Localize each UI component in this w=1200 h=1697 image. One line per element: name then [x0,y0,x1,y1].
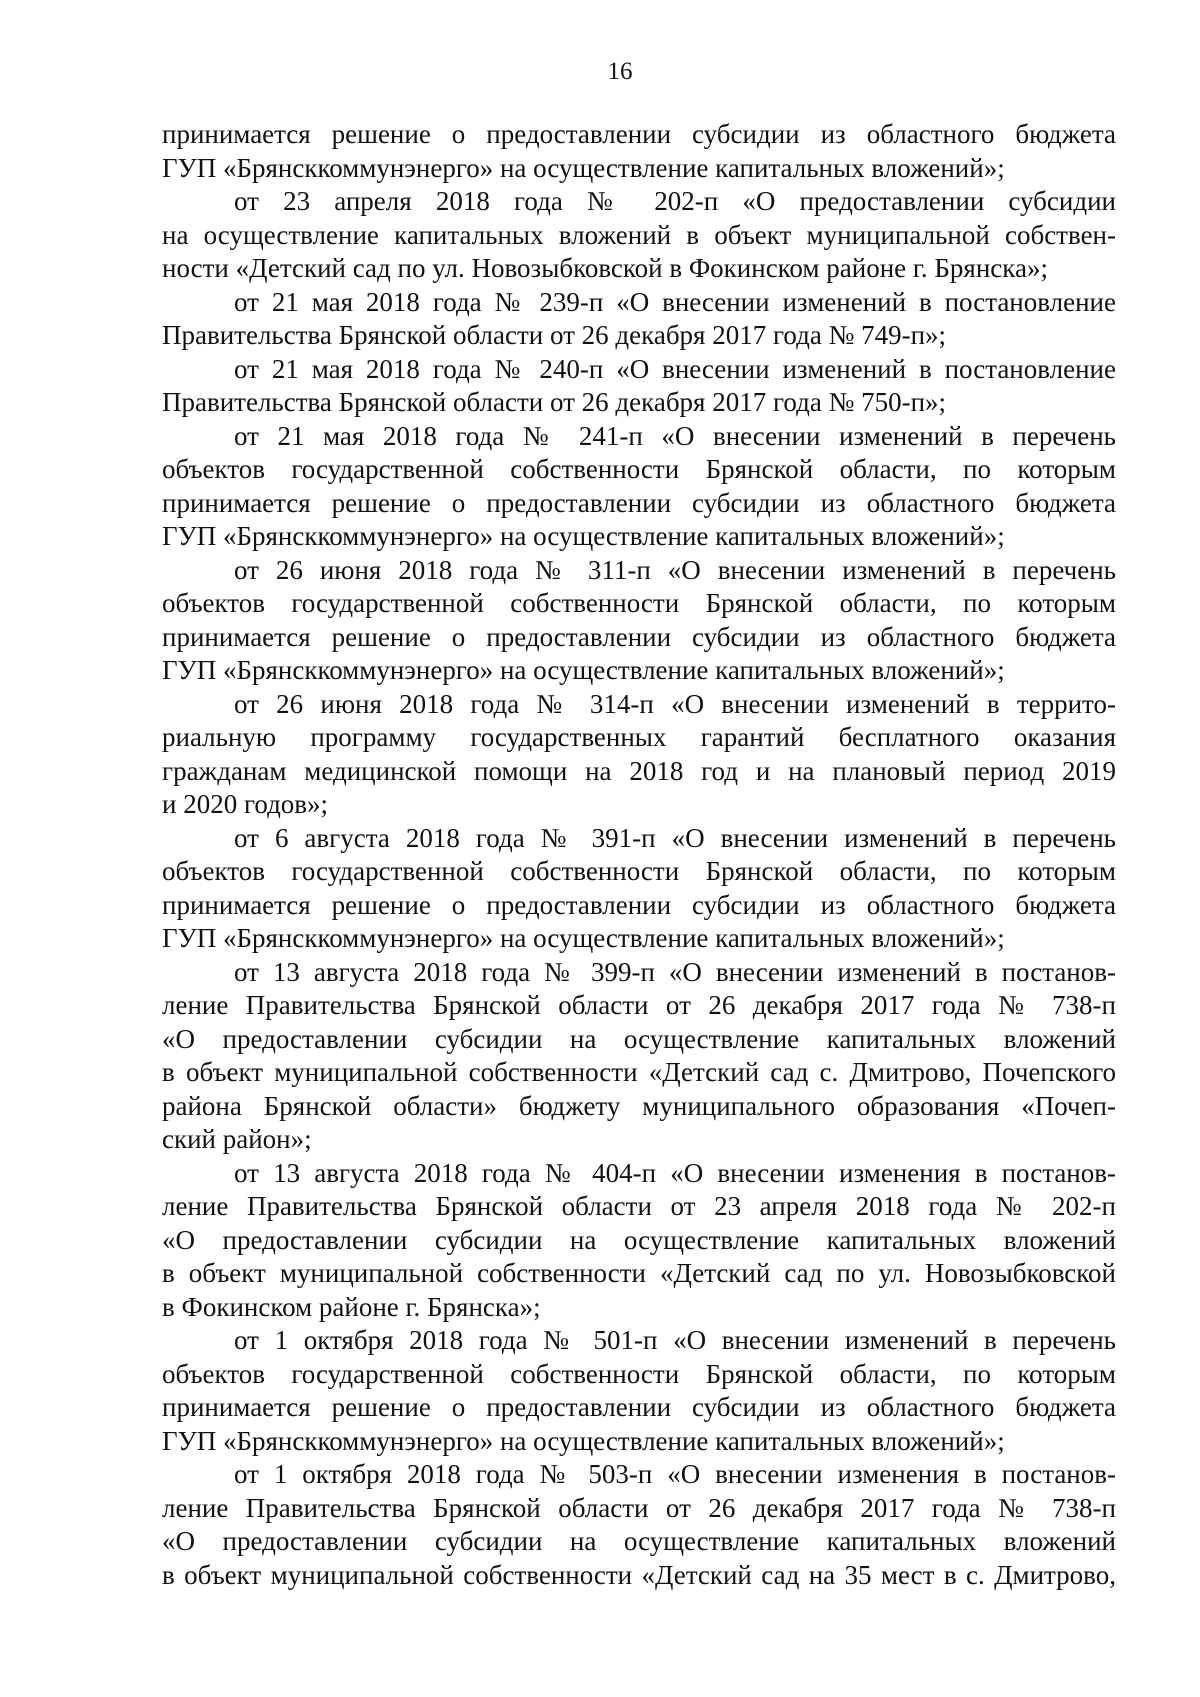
paragraph-1 [162,185,1116,286]
paragraph-0 [162,118,1116,185]
paragraph-9 [162,1157,1116,1325]
text-line: объектов государственной собственности Брянской области, по которым [162,588,1116,618]
paragraph-6 [162,688,1116,822]
text-line: «О предоставлении субсидии на осуществление капитальных вложений [162,1023,1116,1054]
text-line: ГУП «Брянсккоммунэнерго» на осуществление капитальных вложений»; [162,1425,1005,1456]
text-line: гражданам медицинской помощи на 2018 год и на плановый период 2019 [162,755,1116,786]
document-body [162,118,1116,1592]
text-line: ление Правительства Брянской области от 26 декабря 2017 года № 738-п [162,990,1116,1020]
text-line: принимается решение о предоставлении субсидии из областного бюджета [162,487,1116,518]
text-line: от 21 мая 2018 года № 239-п «О внесении изменений в постановление [234,286,1116,317]
text-line: от 26 июня 2018 года № 314-п «О внесении изменений в террито- [234,688,1116,719]
paragraph-10 [162,1324,1116,1458]
text-line: принимается решение о предоставлении субсидии из областного бюджета [162,621,1116,652]
text-line: от 1 октября 2018 года № 501-п «О внесении изменений в перечень [234,1325,1116,1355]
text-line: объектов государственной собственности Брянской области, по которым [162,454,1116,484]
text-line: от 26 июня 2018 года № 311-п «О внесении изменений в перечень [234,554,1116,585]
text-line: от 13 августа 2018 года № 404-п «О внесении изменения в постанов- [234,1157,1116,1188]
paragraph-3 [162,353,1116,420]
text-line: ности «Детский сад по ул. Новозыбковской в Фокинском районе г. Брянска»; [162,253,1048,283]
text-line: Правительства Брянской области от 26 декабря 2017 года № 750-п»; [162,387,947,417]
text-line: от 1 октября 2018 года № 503-п «О внесении изменения в постанов- [234,1459,1116,1489]
text-line: «О предоставлении субсидии на осуществление капитальных вложений [162,1526,1116,1556]
text-line: ГУП «Брянсккоммунэнерго» на осуществление капитальных вложений»; [162,923,1005,953]
text-line: и 2020 годов»; [162,789,329,819]
text-line: от 23 апреля 2018 года № 202-п «О предоставлении субсидии [234,186,1116,216]
paragraph-11 [162,1458,1116,1592]
text-line: ление Правительства Брянской области от 23 апреля 2018 года № 202-п [162,1191,1116,1221]
text-line: принимается решение о предоставлении субсидии из областного бюджета [162,889,1116,920]
text-line: от 21 мая 2018 года № 241-п «О внесении изменений в перечень [234,420,1116,451]
text-line: объектов государственной собственности Брянской области, по которым [162,1358,1116,1389]
text-line: принимается решение о предоставлении субсидии из областного бюджета [162,119,1116,149]
text-line: от 21 мая 2018 года № 240-п «О внесении изменений в постановление [234,353,1116,384]
text-line: ГУП «Брянсккоммунэнерго» на осуществление капитальных вложений»; [162,655,1005,685]
text-line: на осуществление капитальных вложений в объект муниципальной собствен- [162,219,1116,250]
text-line: «О предоставлении субсидии на осуществление капитальных вложений [162,1224,1116,1255]
paragraph-8 [162,956,1116,1157]
text-line: района Брянской области» бюджету муниципального образования «Почеп- [162,1090,1116,1121]
text-line: в объект муниципальной собственности «Детский сад с. Дмитрово, Почепского [162,1057,1116,1087]
paragraph-4 [162,420,1116,554]
text-line: ление Правительства Брянской области от 26 декабря 2017 года № 738-п [162,1492,1116,1523]
text-line: объектов государственной собственности Брянской области, по которым [162,856,1116,886]
text-line: от 6 августа 2018 года № 391-п «О внесении изменений в перечень [234,822,1116,853]
paragraph-2 [162,286,1116,353]
text-line: Правительства Брянской области от 26 декабря 2017 года № 749-п»; [162,320,947,350]
text-line: в Фокинском районе г. Брянска»; [162,1291,541,1322]
page-number: 16 [607,58,633,85]
text-line: ский район»; [162,1124,312,1154]
paragraph-7 [162,822,1116,956]
text-line: от 13 августа 2018 года № 399-п «О внесении изменений в постанов- [234,956,1116,987]
text-line: ГУП «Брянсккоммунэнерго» на осуществление капитальных вложений»; [162,152,1005,183]
text-line: принимается решение о предоставлении субсидии из областного бюджета [162,1392,1116,1422]
text-line: риальную программу государственных гарантий бесплатного оказания [162,722,1116,752]
text-line: в объект муниципальной собственности «Детский сад на 35 мест в с. Дмитрово, [162,1559,1116,1590]
text-line: ГУП «Брянсккоммунэнерго» на осуществление капитальных вложений»; [162,521,1005,551]
paragraph-5 [162,554,1116,688]
text-line: в объект муниципальной собственности «Детский сад по ул. Новозыбковской [162,1258,1116,1288]
